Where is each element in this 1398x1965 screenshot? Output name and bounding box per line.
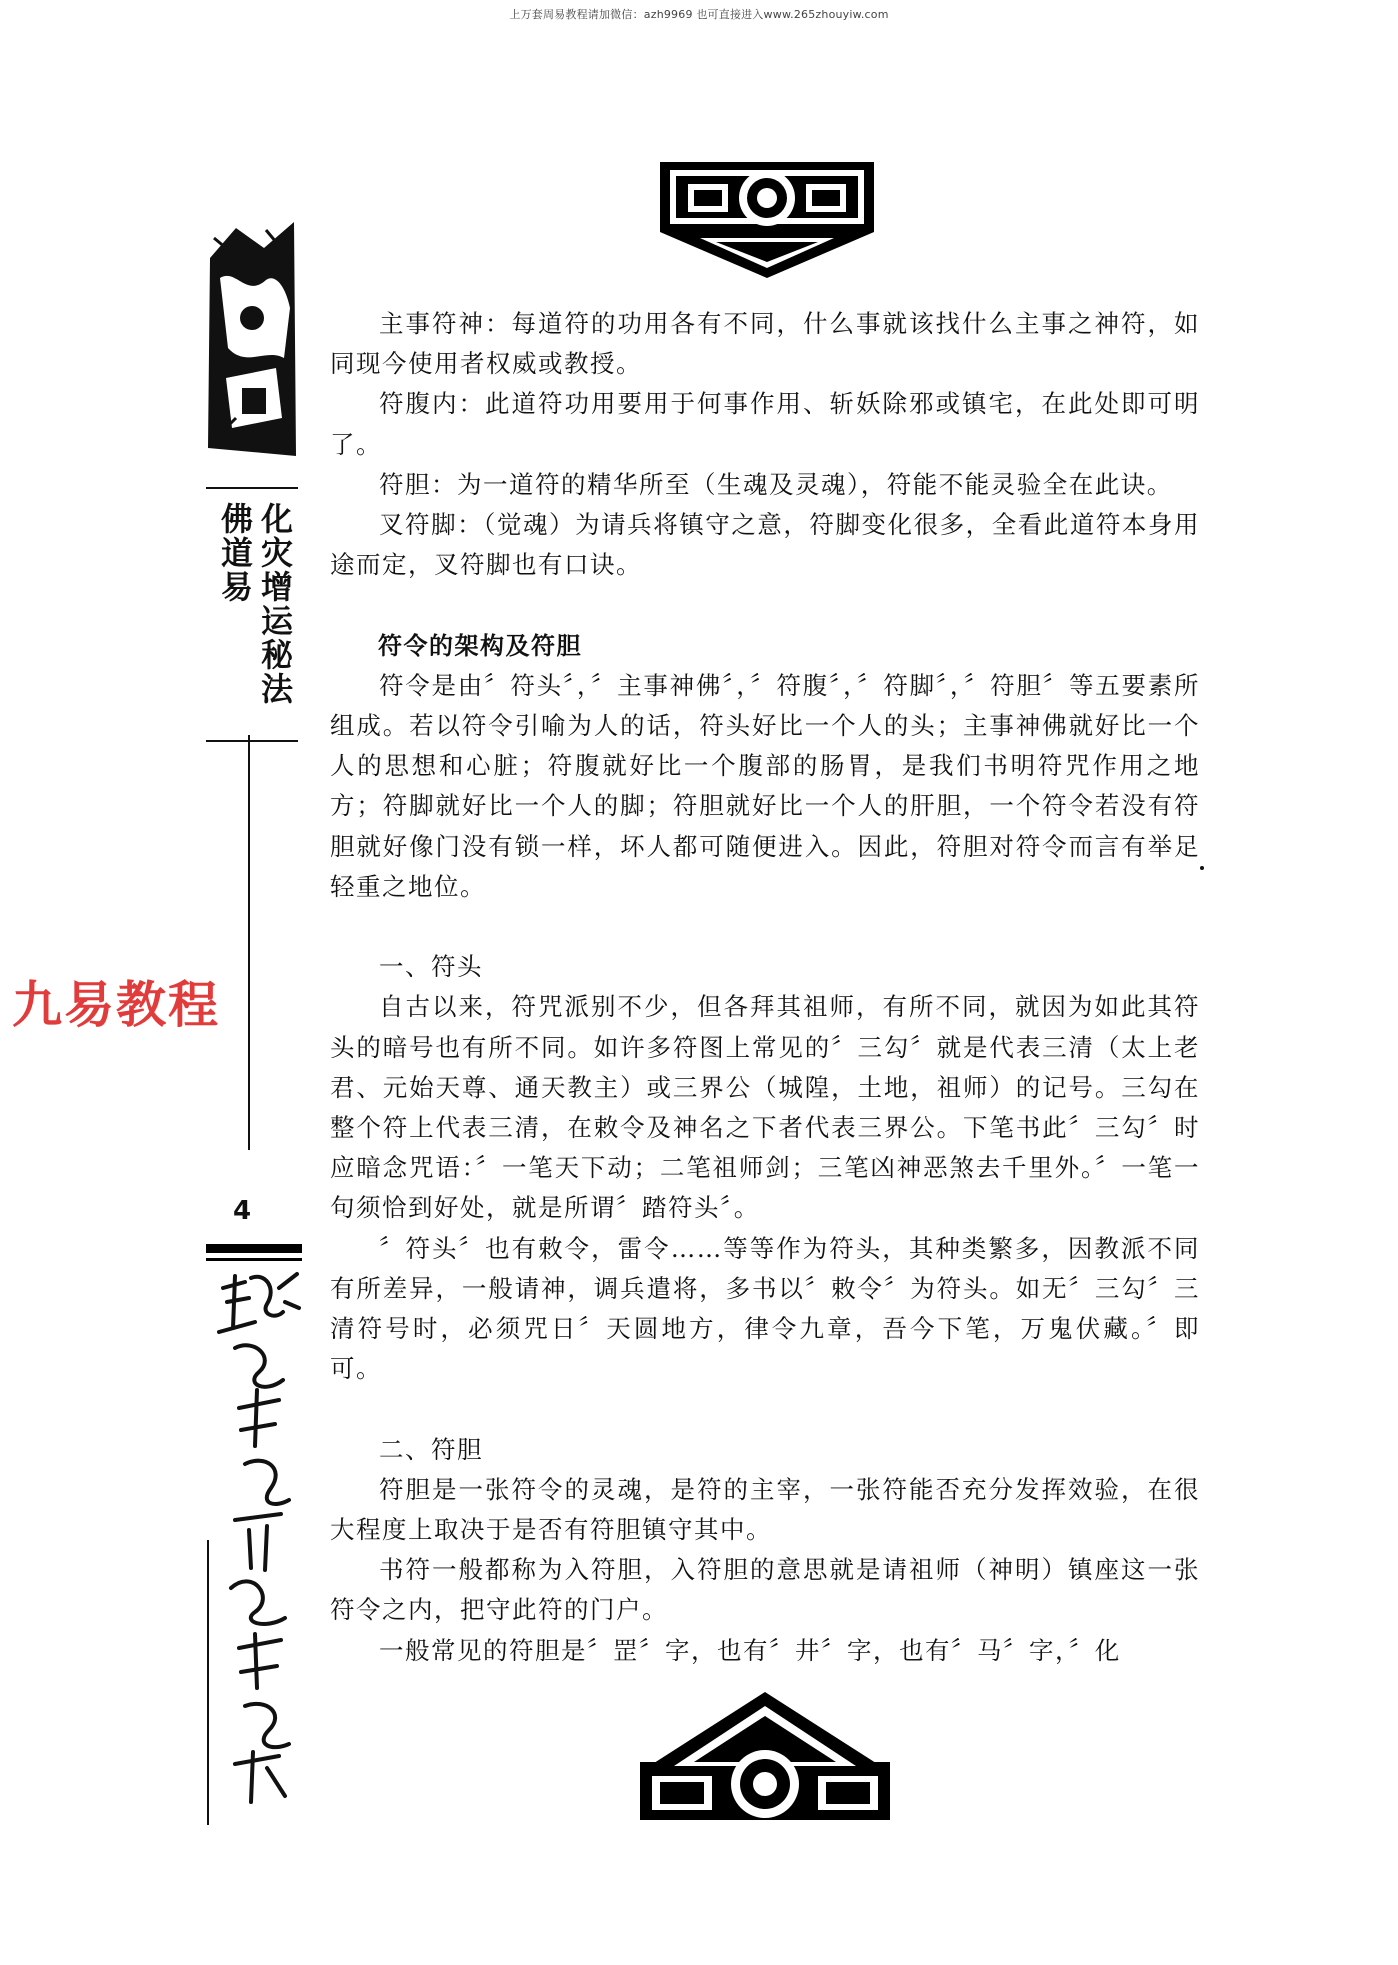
spacer — [330, 585, 1200, 625]
calligraphy-signature-image — [205, 1268, 305, 1808]
page-number: 4 — [233, 1196, 252, 1226]
subsection-heading: 二、符胆 — [379, 1434, 483, 1464]
paragraph: 自古以来，符咒派别不少，但各拜其祖师，有所不同，就因为如此其符头的暗号也有所不同。如许多符图上常见的〞三勾〞就是代表三清（太上老君、元始天尊、通天教主）或三界公（城隍，土地，祖师）的记号。三勾在整个符上代表三清，在敕令及神名之下者代表三界公。下笔书此〞三勾〞时应暗念咒语：〞一笔天下动；二笔祖师剑；三笔凶神恶煞去千里外。〞一笔一句须恰到好处，就是所谓〞踏符头〞。 — [330, 992, 1200, 1223]
spacer — [330, 907, 1200, 947]
paragraph: 书符一般都称为入符胆，入符胆的意思就是请祖师（神明）镇座这一张符令之内，把守此符的门户。 — [330, 1555, 1200, 1625]
page-bar-thick — [206, 1244, 302, 1253]
watermark: 九易教程 — [12, 976, 220, 1034]
bottom-ornament — [640, 1692, 890, 1820]
paragraph: 符腹内：此道符功用要用于何事作用、斩妖除邪或镇宅，在此处即可明了。 — [330, 389, 1200, 459]
subsection-heading: 一、符头 — [379, 952, 483, 982]
paragraph: 符令是由〞符头〞，〞主事神佛〞，〞符腹〞，〞符脚〞，〞符胆〞等五要素所组成。若以符令引喻为人的话，符头好比一个人的头；主事神佛就好比一个人的思想和心脏；符腹就好比一个腹部的肠胃，是我们书明符咒作用之地方；符脚就好比一个人的脚；符胆就好比一个人的肝胆，一个符令若没有符胆就好像门没有锁一样，坏人都可随便进入。因此，符胆对符令而言有举足轻重之地位。 — [330, 670, 1200, 901]
spacer — [330, 1389, 1200, 1429]
main-text — [330, 304, 1200, 1671]
paragraph: 符胆：为一道符的精华所至（生魂及灵魂），符能不能灵验全在此诀。 — [379, 469, 1173, 499]
paragraph: 〞符头〞也有敕令，雷令……等等作为符头，其种类繁多，因教派不同有所差异，一般请神，调兵遣将，多书以〞敕令〞为符头。如无〞三勾〞三清符号时，必须咒日〞天圆地方，律令九章，吾今下笔，万鬼伏藏。〞即可。 — [330, 1233, 1200, 1384]
sidebar-woodcut-image — [206, 218, 298, 456]
sidebar-rule-bottom — [206, 740, 298, 742]
section-heading: 符令的架构及符胆 — [378, 630, 582, 660]
calligraphy-vertical-rule — [207, 1540, 209, 1825]
sidebar-vertical-rule — [248, 735, 250, 1150]
paragraph: 叉符脚：（觉魂）为请兵将镇守之意，符脚变化很多，全看此道符本身用途而定，叉符脚也有口诀。 — [330, 510, 1200, 580]
top-ornament — [660, 162, 874, 278]
paragraph: 主事符神：每道符的功用各有不同，什么事就该找什么主事之神符，如同现今使用者权威或教授。 — [330, 309, 1200, 379]
header-note: 上万套周易教程请加微信：azh9969 也可直接进入www.265zhouyiw.com — [509, 8, 889, 21]
stray-dot — [1200, 866, 1204, 870]
paragraph: 符胆是一张符令的灵魂，是符的主宰，一张符能否充分发挥效验，在很大程度上取决于是否有符胆镇守其中。 — [330, 1474, 1200, 1545]
paragraph: 一般常见的符胆是〞罡〞字，也有〞井〞字，也有〞马〞字，〞化 — [379, 1635, 1121, 1665]
book-title: 化灾增运秘法 佛道易 — [216, 502, 294, 706]
sidebar-rule-top — [206, 487, 298, 489]
page-bar-thin — [206, 1258, 302, 1261]
